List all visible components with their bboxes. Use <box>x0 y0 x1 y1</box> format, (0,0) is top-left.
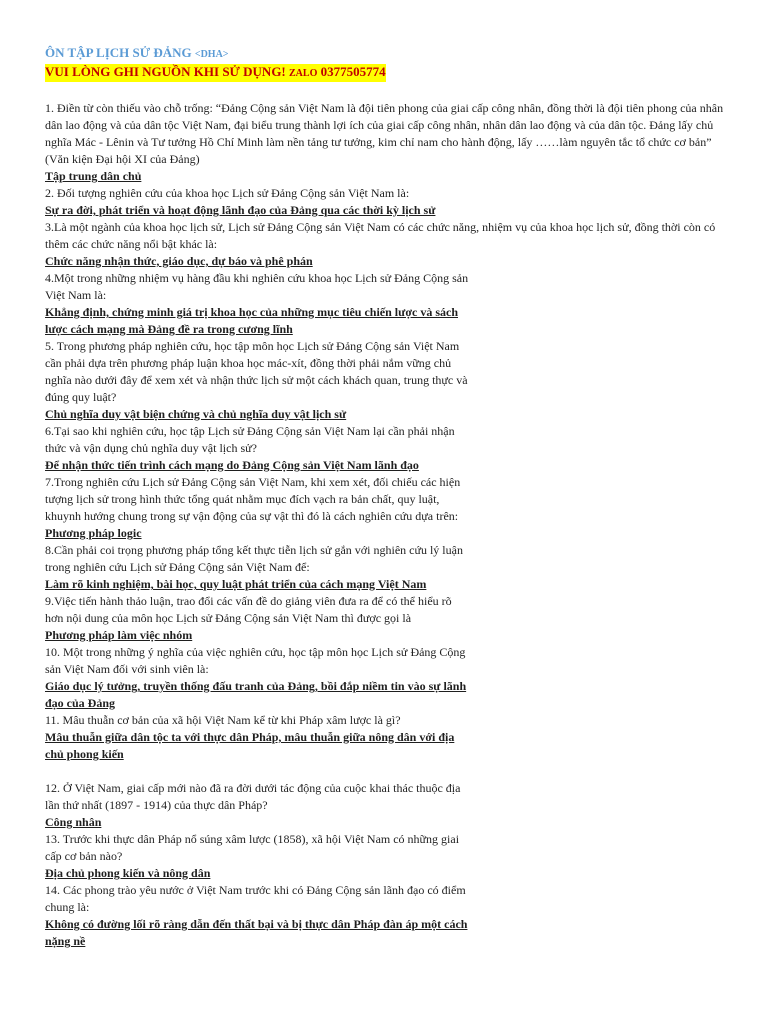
question-4: 4.Một trong những nhiệm vụ hàng đầu khi nghiên cứu khoa học Lịch sử Đảng Cộng sản Việt Nam là: <box>45 271 469 302</box>
question-6: 6.Tại sao khi nghiên cứu, học tập Lịch sử Đảng Cộng sản Việt Nam lại cần phải nhận thức và vận dụng chủ nghĩa duy vật lịch sử? <box>45 424 455 455</box>
question-11: 11. Mâu thuẫn cơ bản của xã hội Việt Nam kể từ khi Pháp xâm lược là gì? <box>45 713 401 727</box>
answer-3: Chức năng nhận thức, giáo dục, dự báo và phê phán <box>45 254 313 268</box>
question-8: 8.Cần phải coi trọng phương pháp tổng kết thực tiễn lịch sử gắn với nghiên cứu lý luận trong nghiên cứu Lịch sử Đảng Cộng sản Việt Nam để: <box>45 543 463 574</box>
document-page <box>45 44 735 950</box>
question-9: 9.Việc tiến hành thảo luận, trao đổi các vấn đề do giảng viên đưa ra để có thể hiểu rõ hơn nội dung của môn học Lịch sử Đảng Cộng sản Việt Nam thì được gọi là <box>45 594 452 625</box>
question-5: 5. Trong phương pháp nghiên cứu, học tập môn học Lịch sử Đảng Cộng sản Việt Nam cần phải dựa trên phương pháp luận khoa học mác-xít, đồng thời phải nắm vững chủ nghĩa nào dưới đây để xem xét và nhận thức lịch sử một cách khách quan, trung thực và đúng quy luật? <box>45 339 468 404</box>
question-2: 2. Đối tượng nghiên cứu của khoa học Lịch sử Đảng Cộng sản Việt Nam là: <box>45 186 410 200</box>
question-12: 12. Ở Việt Nam, giai cấp mới nào đã ra đời dưới tác động của cuộc khai thác thuộc địa lần thứ nhất (1897 - 1914) của thực dân Pháp? <box>45 781 461 812</box>
title-text: ÔN TẬP LỊCH SỬ ĐẢNG <box>45 45 195 60</box>
warning-zalo-label: ZALO <box>289 68 318 79</box>
answer-11: Mâu thuẫn giữa dân tộc ta với thực dân Pháp, mâu thuẫn giữa nông dân với địa chủ phong kiến <box>45 730 455 761</box>
question-13: 13. Trước khi thực dân Pháp nổ súng xâm lược (1858), xã hội Việt Nam có những giai cấp cơ bản nào? <box>45 832 460 863</box>
page-title <box>45 44 735 63</box>
source-warning-banner <box>45 64 386 82</box>
question-1: 1. Điền từ còn thiếu vào chỗ trống: “Đảng Cộng sản Việt Nam là đội tiên phong của giai cấp công nhân, đồng thời là đội tiên phong của nhân dân lao động và của dân tộc Việt Nam, đại biểu trung thành lợi ích của giai cấp công nhân, nhân dân lao động và của dân tộc. Đảng lấy chủ nghĩa Mác - Lênin và Tư tưởng Hồ Chí Minh làm nền tảng tư tưởng, kim chỉ nam cho hành động, lấy ……làm nguyên tắc tổ chức cơ bản” (Văn kiện Đại hội XI của Đảng) <box>45 101 724 166</box>
title-tag: <DHA> <box>194 49 229 60</box>
narrow-column <box>45 270 470 950</box>
answer-4: Khẳng định, chứng minh giá trị khoa học của những mục tiêu chiến lược và sách lược cách mạng mà Đảng đề ra trong cương lĩnh <box>45 305 458 336</box>
question-7: 7.Trong nghiên cứu Lịch sử Đảng Cộng sản Việt Nam, khi xem xét, đối chiếu các hiện tượng lịch sử trong hình thức tổng quát nhằm mục đích vạch ra bản chất, quy luật, khuynh hướng chung trong sự vận động của sự vật thì đó là cách nghiên cứu dựa trên: <box>45 475 461 523</box>
answer-9: Phương pháp làm việc nhóm <box>45 628 193 642</box>
answer-14: Không có đường lối rõ ràng dẫn đến thất bại và bị thực dân Pháp đàn áp một cách nặng nề <box>45 917 468 948</box>
answer-12: Công nhân <box>45 815 102 829</box>
question-3: 3.Là một ngành của khoa học lịch sử, Lịch sử Đảng Cộng sản Việt Nam có các chức năng, nhiệm vụ của khoa học lịch sử, đồng thời còn có thêm các chức năng nổi bật khác là: <box>45 220 716 251</box>
warning-phone: 0377505774 <box>317 64 386 79</box>
answer-8: Làm rõ kinh nghiệm, bài học, quy luật phát triển của cách mạng Việt Nam <box>45 577 427 591</box>
question-10: 10. Một trong những ý nghĩa của việc nghiên cứu, học tập môn học Lịch sử Đảng Cộng sản Việt Nam đối với sinh viên là: <box>45 645 466 676</box>
answer-7: Phương pháp logic <box>45 526 142 540</box>
answer-13: Địa chủ phong kiến và nông dân <box>45 866 211 880</box>
answer-10: Giáo dục lý tưởng, truyền thống đấu tranh của Đảng, bồi đắp niềm tin vào sự lãnh đạo của Đảng <box>45 679 467 710</box>
answer-6: Để nhận thức tiến trình cách mạng do Đảng Cộng sản Việt Nam lãnh đạo <box>45 458 419 472</box>
answer-5: Chủ nghĩa duy vật biện chứng và chủ nghĩa duy vật lịch sử <box>45 407 347 421</box>
question-list <box>45 100 735 950</box>
answer-1: Tập trung dân chủ <box>45 169 142 183</box>
warning-text: VUI LÒNG GHI NGUỒN KHI SỬ DỤNG! <box>45 64 290 79</box>
answer-2: Sự ra đời, phát triển và hoạt động lãnh đạo của Đảng qua các thời kỳ lịch sử <box>45 203 436 217</box>
question-14: 14. Các phong trào yêu nước ở Việt Nam trước khi có Đảng Cộng sản lãnh đạo có điểm chung là: <box>45 883 466 914</box>
